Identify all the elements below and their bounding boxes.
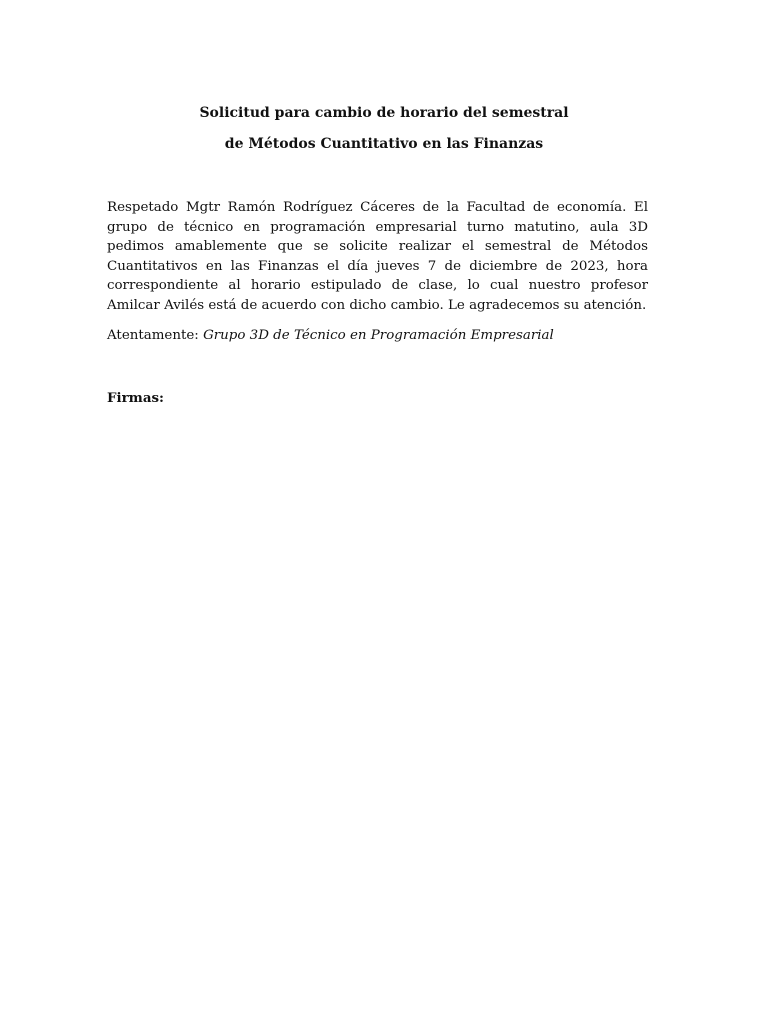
document-title-line-1: Solicitud para cambio de horario del semestral <box>199 105 569 121</box>
signatures-label: Firmas: <box>107 390 164 406</box>
closing-label: Atentamente: <box>107 328 204 343</box>
document-title-line-2: de Métodos Cuantitativo en las Finanzas <box>224 136 544 152</box>
closing-signatory: Grupo 3D de Técnico en Programación Empresarial <box>203 328 554 343</box>
request-body-paragraph: Respetado Mgtr Ramón Rodríguez Cáceres de la Facultad de economía. El grupo de técnico en programación empresarial turno matutino, aula 3D pedimos amablemente que se solicite realizar el semestral de Métodos Cuantitativos en las Finanzas el día jueves 7 de diciembre de 2023, hora correspondiente al horario estipulado de clase, lo cual nuestro profesor Amilcar Avilés está de acuerdo con dicho cambio. Le agradecemos su atención. <box>107 200 648 313</box>
closing-line <box>107 326 554 345</box>
